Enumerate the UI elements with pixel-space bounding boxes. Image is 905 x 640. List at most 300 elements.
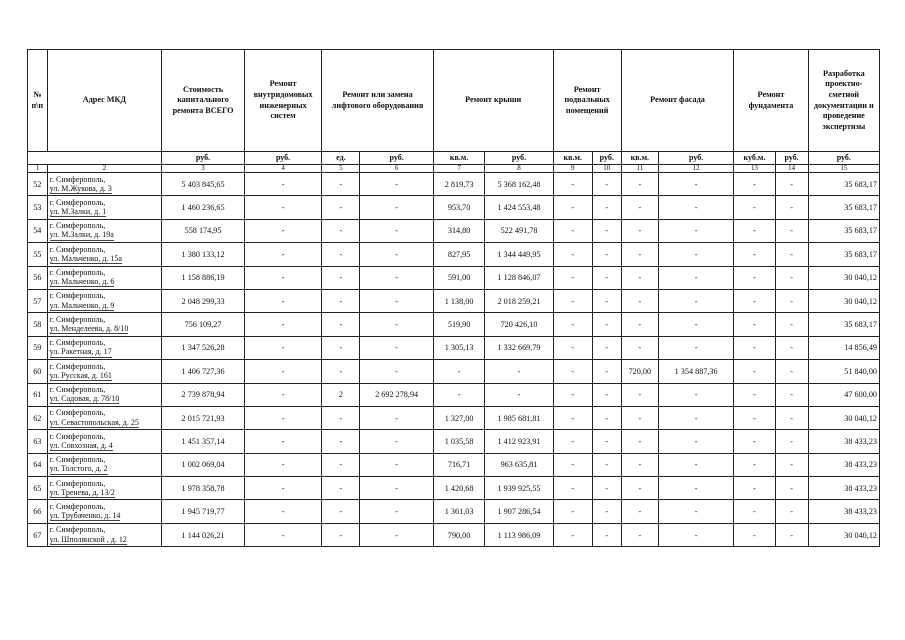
total-cost-cell: 1 158 886,19: [162, 266, 245, 289]
address-cell: [47, 406, 162, 429]
column-number: 10: [592, 165, 621, 173]
facade-area-cell: -: [621, 289, 658, 312]
elevator-units-cell: -: [322, 173, 360, 196]
documentation-cost-cell: 47 600,00: [808, 383, 879, 406]
roof-area-cell: 1 035,58: [433, 430, 485, 453]
header-engineering: Ремонт внутридомовых инженерных систем: [244, 50, 321, 152]
documentation-cost-cell: 35 683,17: [808, 173, 879, 196]
address-city: г. Симферополь,: [49, 361, 106, 371]
header-foundation: Ремонт фундамента: [734, 50, 808, 152]
documentation-cost-cell: 35 683,17: [808, 196, 879, 219]
facade-cost-cell: -: [658, 173, 733, 196]
units-row: [28, 152, 880, 165]
column-number: 2: [47, 165, 162, 173]
address-street: ул. Тренева, д. 13/2: [49, 487, 115, 497]
foundation-cost-cell: -: [775, 430, 808, 453]
facade-area-cell: -: [621, 430, 658, 453]
column-number: 9: [553, 165, 592, 173]
unit-cell: руб.: [485, 152, 553, 165]
facade-area-cell: 720,00: [621, 360, 658, 383]
elevator-units-cell: -: [322, 289, 360, 312]
facade-cost-cell: -: [658, 336, 733, 359]
foundation-volume-cell: -: [734, 383, 775, 406]
engineering-cell: -: [244, 453, 321, 476]
roof-area-cell: 827,95: [433, 243, 485, 266]
unit-cell: руб.: [775, 152, 808, 165]
address-cell: [47, 453, 162, 476]
documentation-cost-cell: 35 683,17: [808, 219, 879, 242]
row-number: 57: [28, 289, 48, 312]
total-cost-cell: 1 380 133,12: [162, 243, 245, 266]
facade-cost-cell: -: [658, 500, 733, 523]
address-city: г. Симферополь,: [49, 314, 106, 324]
address-city: г. Симферополь,: [49, 525, 106, 535]
row-number: 53: [28, 196, 48, 219]
roof-area-cell: 2 819,73: [433, 173, 485, 196]
facade-cost-cell: 1 354 887,36: [658, 360, 733, 383]
address-cell: [47, 196, 162, 219]
engineering-cell: -: [244, 173, 321, 196]
facade-area-cell: -: [621, 266, 658, 289]
elevator-units-cell: -: [322, 219, 360, 242]
address-cell: [47, 383, 162, 406]
header-address: Адрес МКД: [47, 50, 162, 152]
unit-cell: кв.м.: [553, 152, 592, 165]
foundation-cost-cell: -: [775, 383, 808, 406]
facade-area-cell: -: [621, 196, 658, 219]
engineering-cell: -: [244, 243, 321, 266]
foundation-volume-cell: -: [734, 500, 775, 523]
elevator-cost-cell: -: [360, 360, 433, 383]
header-elevator: Ремонт или замена лифтового оборудования: [322, 50, 434, 152]
address-cell: [47, 360, 162, 383]
unit-cell: руб.: [244, 152, 321, 165]
facade-cost-cell: -: [658, 430, 733, 453]
basement-cost-cell: -: [592, 266, 621, 289]
elevator-cost-cell: -: [360, 173, 433, 196]
roof-cost-cell: 1 412 923,91: [485, 430, 553, 453]
address-street: ул. Толстого, д. 2: [49, 464, 108, 474]
basement-area-cell: -: [553, 336, 592, 359]
address-city: г. Симферополь,: [49, 221, 106, 231]
header-total-cost: Стоимость капитального ремонта ВСЕГО: [162, 50, 245, 152]
column-number: 3: [162, 165, 245, 173]
facade-area-cell: -: [621, 453, 658, 476]
facade-cost-cell: -: [658, 523, 733, 546]
header-facade: Ремонт фасада: [621, 50, 734, 152]
table-row: [28, 289, 880, 312]
facade-area-cell: -: [621, 383, 658, 406]
table-row: [28, 477, 880, 500]
unit-cell: кв.м.: [621, 152, 658, 165]
roof-area-cell: 953,70: [433, 196, 485, 219]
basement-area-cell: -: [553, 289, 592, 312]
roof-cost-cell: 1 939 925,55: [485, 477, 553, 500]
basement-cost-cell: -: [592, 383, 621, 406]
column-number: 1: [28, 165, 48, 173]
roof-area-cell: 1 420,68: [433, 477, 485, 500]
basement-cost-cell: -: [592, 453, 621, 476]
roof-area-cell: -: [433, 383, 485, 406]
table-row: [28, 500, 880, 523]
total-cost-cell: 1 460 236,65: [162, 196, 245, 219]
row-number: 62: [28, 406, 48, 429]
foundation-cost-cell: -: [775, 523, 808, 546]
basement-area-cell: -: [553, 453, 592, 476]
address-cell: [47, 336, 162, 359]
foundation-cost-cell: -: [775, 477, 808, 500]
column-number: 5: [322, 165, 360, 173]
total-cost-cell: 1 978 358,78: [162, 477, 245, 500]
table-row: [28, 313, 880, 336]
address-city: г. Симферополь,: [49, 338, 106, 348]
elevator-cost-cell: -: [360, 430, 433, 453]
elevator-cost-cell: -: [360, 336, 433, 359]
address-cell: [47, 266, 162, 289]
facade-area-cell: -: [621, 243, 658, 266]
total-cost-cell: 1 002 069,04: [162, 453, 245, 476]
address-city: г. Симферополь,: [49, 431, 106, 441]
elevator-units-cell: -: [322, 313, 360, 336]
units-spacer: [28, 152, 162, 165]
elevator-units-cell: -: [322, 336, 360, 359]
header-roof: Ремонт крыши: [433, 50, 553, 152]
roof-area-cell: -: [433, 360, 485, 383]
column-number: 6: [360, 165, 433, 173]
engineering-cell: -: [244, 219, 321, 242]
elevator-cost-cell: -: [360, 477, 433, 500]
elevator-units-cell: -: [322, 406, 360, 429]
foundation-volume-cell: -: [734, 336, 775, 359]
documentation-cost-cell: 38 433,23: [808, 430, 879, 453]
basement-area-cell: -: [553, 313, 592, 336]
documentation-cost-cell: 30 040,12: [808, 289, 879, 312]
facade-cost-cell: -: [658, 383, 733, 406]
basement-cost-cell: -: [592, 173, 621, 196]
address-street: ул. Севастопольская, д. 25: [49, 417, 139, 427]
roof-area-cell: 1 138,00: [433, 289, 485, 312]
roof-cost-cell: 522 491,78: [485, 219, 553, 242]
unit-cell: ед.: [322, 152, 360, 165]
table-row: [28, 430, 880, 453]
row-number: 61: [28, 383, 48, 406]
address-city: г. Симферополь,: [49, 478, 106, 488]
elevator-cost-cell: -: [360, 266, 433, 289]
elevator-cost-cell: -: [360, 453, 433, 476]
unit-cell: руб.: [592, 152, 621, 165]
roof-area-cell: 790,00: [433, 523, 485, 546]
roof-cost-cell: 963 635,81: [485, 453, 553, 476]
foundation-volume-cell: -: [734, 266, 775, 289]
documentation-cost-cell: 38 433,23: [808, 500, 879, 523]
basement-area-cell: -: [553, 219, 592, 242]
basement-area-cell: -: [553, 500, 592, 523]
address-cell: [47, 477, 162, 500]
address-street: ул. М.Жукова, д. 3: [49, 183, 112, 193]
address-city: г. Симферополь,: [49, 291, 106, 301]
basement-cost-cell: -: [592, 477, 621, 500]
engineering-cell: -: [244, 289, 321, 312]
foundation-cost-cell: -: [775, 313, 808, 336]
address-city: г. Симферополь,: [49, 501, 106, 511]
address-city: г. Симферополь,: [49, 385, 106, 395]
documentation-cost-cell: 38 433,23: [808, 477, 879, 500]
elevator-units-cell: -: [322, 523, 360, 546]
elevator-units-cell: -: [322, 430, 360, 453]
elevator-cost-cell: -: [360, 196, 433, 219]
column-number: 13: [734, 165, 775, 173]
total-cost-cell: 2 048 299,33: [162, 289, 245, 312]
foundation-volume-cell: -: [734, 173, 775, 196]
basement-area-cell: -: [553, 173, 592, 196]
engineering-cell: -: [244, 406, 321, 429]
engineering-cell: -: [244, 196, 321, 219]
table-row: [28, 453, 880, 476]
foundation-volume-cell: -: [734, 289, 775, 312]
row-number: 52: [28, 173, 48, 196]
documentation-cost-cell: 35 683,17: [808, 243, 879, 266]
row-number: 67: [28, 523, 48, 546]
address-street: ул. Шполянской , д. 12: [49, 534, 127, 544]
table-row: [28, 219, 880, 242]
roof-cost-cell: -: [485, 360, 553, 383]
foundation-volume-cell: -: [734, 196, 775, 219]
documentation-cost-cell: 14 856,49: [808, 336, 879, 359]
elevator-units-cell: -: [322, 266, 360, 289]
unit-cell: кв.м.: [433, 152, 485, 165]
column-number: 15: [808, 165, 879, 173]
column-number: 7: [433, 165, 485, 173]
table-row: [28, 196, 880, 219]
engineering-cell: -: [244, 523, 321, 546]
table-row: [28, 383, 880, 406]
foundation-volume-cell: -: [734, 453, 775, 476]
address-cell: [47, 500, 162, 523]
row-number: 65: [28, 477, 48, 500]
facade-area-cell: -: [621, 313, 658, 336]
basement-area-cell: -: [553, 243, 592, 266]
facade-cost-cell: -: [658, 219, 733, 242]
foundation-volume-cell: -: [734, 243, 775, 266]
facade-area-cell: -: [621, 219, 658, 242]
roof-cost-cell: 720 426,10: [485, 313, 553, 336]
row-number: 66: [28, 500, 48, 523]
column-number: 12: [658, 165, 733, 173]
address-cell: [47, 430, 162, 453]
address-cell: [47, 313, 162, 336]
basement-cost-cell: -: [592, 360, 621, 383]
roof-area-cell: 1 361,03: [433, 500, 485, 523]
elevator-cost-cell: 2 692 278,94: [360, 383, 433, 406]
table-row: [28, 360, 880, 383]
documentation-cost-cell: 30 040,12: [808, 523, 879, 546]
table-row: [28, 523, 880, 546]
foundation-volume-cell: -: [734, 430, 775, 453]
column-number: 8: [485, 165, 553, 173]
facade-cost-cell: -: [658, 243, 733, 266]
facade-area-cell: -: [621, 336, 658, 359]
foundation-cost-cell: -: [775, 360, 808, 383]
foundation-cost-cell: -: [775, 453, 808, 476]
address-city: г. Симферополь,: [49, 455, 106, 465]
foundation-cost-cell: -: [775, 336, 808, 359]
roof-cost-cell: 1 113 986,09: [485, 523, 553, 546]
engineering-cell: -: [244, 336, 321, 359]
table-row: [28, 243, 880, 266]
facade-cost-cell: -: [658, 196, 733, 219]
basement-cost-cell: -: [592, 289, 621, 312]
basement-area-cell: -: [553, 430, 592, 453]
unit-cell: руб.: [658, 152, 733, 165]
elevator-units-cell: -: [322, 453, 360, 476]
elevator-units-cell: -: [322, 360, 360, 383]
foundation-volume-cell: -: [734, 523, 775, 546]
address-city: г. Симферополь,: [49, 174, 106, 184]
address-street: ул. М.Залки, д. 19а: [49, 230, 114, 240]
row-number: 59: [28, 336, 48, 359]
roof-area-cell: 314,80: [433, 219, 485, 242]
roof-cost-cell: 1 344 449,95: [485, 243, 553, 266]
foundation-cost-cell: -: [775, 500, 808, 523]
table-row: [28, 266, 880, 289]
engineering-cell: -: [244, 266, 321, 289]
total-cost-cell: 756 109,27: [162, 313, 245, 336]
basement-cost-cell: -: [592, 406, 621, 429]
roof-cost-cell: -: [485, 383, 553, 406]
elevator-units-cell: -: [322, 196, 360, 219]
capital-repair-table: [27, 49, 880, 547]
total-cost-cell: 5 403 845,65: [162, 173, 245, 196]
elevator-cost-cell: -: [360, 406, 433, 429]
engineering-cell: -: [244, 360, 321, 383]
basement-cost-cell: -: [592, 336, 621, 359]
address-street: ул. Трубаченко, д. 14: [49, 511, 121, 521]
elevator-units-cell: 2: [322, 383, 360, 406]
documentation-cost-cell: 51 840,00: [808, 360, 879, 383]
foundation-volume-cell: -: [734, 313, 775, 336]
facade-cost-cell: -: [658, 477, 733, 500]
facade-area-cell: -: [621, 173, 658, 196]
row-number: 63: [28, 430, 48, 453]
address-cell: [47, 243, 162, 266]
foundation-volume-cell: -: [734, 406, 775, 429]
facade-cost-cell: -: [658, 266, 733, 289]
unit-cell: руб.: [808, 152, 879, 165]
documentation-cost-cell: 35 683,17: [808, 313, 879, 336]
header-num: № п\п: [28, 50, 48, 152]
foundation-cost-cell: -: [775, 173, 808, 196]
foundation-cost-cell: -: [775, 243, 808, 266]
engineering-cell: -: [244, 383, 321, 406]
total-cost-cell: 1 451 357,14: [162, 430, 245, 453]
roof-area-cell: 716,71: [433, 453, 485, 476]
address-street: ул. Менделеева, д. 8/10: [49, 324, 129, 334]
address-street: ул. М.Залки, д. 1: [49, 207, 107, 217]
address-street: ул. Русская, д. 161: [49, 370, 112, 380]
foundation-cost-cell: -: [775, 266, 808, 289]
facade-cost-cell: -: [658, 453, 733, 476]
foundation-cost-cell: -: [775, 406, 808, 429]
roof-cost-cell: 2 018 259,21: [485, 289, 553, 312]
total-cost-cell: 558 174,95: [162, 219, 245, 242]
roof-cost-cell: 1 332 669,79: [485, 336, 553, 359]
row-number: 64: [28, 453, 48, 476]
facade-area-cell: -: [621, 477, 658, 500]
documentation-cost-cell: 30 040,12: [808, 406, 879, 429]
roof-cost-cell: 1 128 846,07: [485, 266, 553, 289]
facade-area-cell: -: [621, 500, 658, 523]
address-city: г. Симферополь,: [49, 244, 106, 254]
elevator-cost-cell: -: [360, 243, 433, 266]
column-numbers-row: [28, 165, 880, 173]
basement-area-cell: -: [553, 406, 592, 429]
engineering-cell: -: [244, 477, 321, 500]
elevator-cost-cell: -: [360, 523, 433, 546]
column-number: 14: [775, 165, 808, 173]
foundation-volume-cell: -: [734, 477, 775, 500]
elevator-units-cell: -: [322, 500, 360, 523]
foundation-volume-cell: -: [734, 360, 775, 383]
basement-cost-cell: -: [592, 523, 621, 546]
roof-cost-cell: 1 985 681,81: [485, 406, 553, 429]
total-cost-cell: 2 739 878,94: [162, 383, 245, 406]
basement-cost-cell: -: [592, 430, 621, 453]
basement-area-cell: -: [553, 266, 592, 289]
header-documentation: Разработка проектно-сметной документации и проведение экспертизы: [808, 50, 879, 152]
header-basement: Ремонт подвальных помещений: [553, 50, 621, 152]
roof-cost-cell: 5 368 162,48: [485, 173, 553, 196]
basement-area-cell: -: [553, 196, 592, 219]
engineering-cell: -: [244, 313, 321, 336]
unit-cell: руб.: [360, 152, 433, 165]
address-cell: [47, 289, 162, 312]
roof-area-cell: 1 305,13: [433, 336, 485, 359]
roof-area-cell: 519,90: [433, 313, 485, 336]
elevator-cost-cell: -: [360, 313, 433, 336]
column-number: 4: [244, 165, 321, 173]
row-number: 56: [28, 266, 48, 289]
engineering-cell: -: [244, 430, 321, 453]
engineering-cell: -: [244, 500, 321, 523]
address-cell: [47, 173, 162, 196]
roof-cost-cell: 1 424 553,48: [485, 196, 553, 219]
basement-area-cell: -: [553, 383, 592, 406]
foundation-cost-cell: -: [775, 219, 808, 242]
table-row: [28, 336, 880, 359]
total-cost-cell: 1 347 526,28: [162, 336, 245, 359]
basement-area-cell: -: [553, 523, 592, 546]
facade-cost-cell: -: [658, 289, 733, 312]
row-number: 60: [28, 360, 48, 383]
address-city: г. Симферополь,: [49, 408, 106, 418]
unit-cell: куб.м.: [734, 152, 775, 165]
facade-area-cell: -: [621, 406, 658, 429]
unit-cell: руб.: [162, 152, 245, 165]
row-number: 58: [28, 313, 48, 336]
basement-cost-cell: -: [592, 313, 621, 336]
address-street: ул. Садовая, д. 78/10: [49, 394, 120, 404]
total-cost-cell: 1 144 026,21: [162, 523, 245, 546]
row-number: 54: [28, 219, 48, 242]
foundation-cost-cell: -: [775, 196, 808, 219]
address-city: г. Симферополь,: [49, 197, 106, 207]
address-street: ул. Ракетная, д. 17: [49, 347, 112, 357]
documentation-cost-cell: 38 433,23: [808, 453, 879, 476]
roof-area-cell: 1 327,00: [433, 406, 485, 429]
address-street: ул. Мальченко, д. 9: [49, 300, 115, 310]
basement-cost-cell: -: [592, 500, 621, 523]
roof-area-cell: 591,00: [433, 266, 485, 289]
